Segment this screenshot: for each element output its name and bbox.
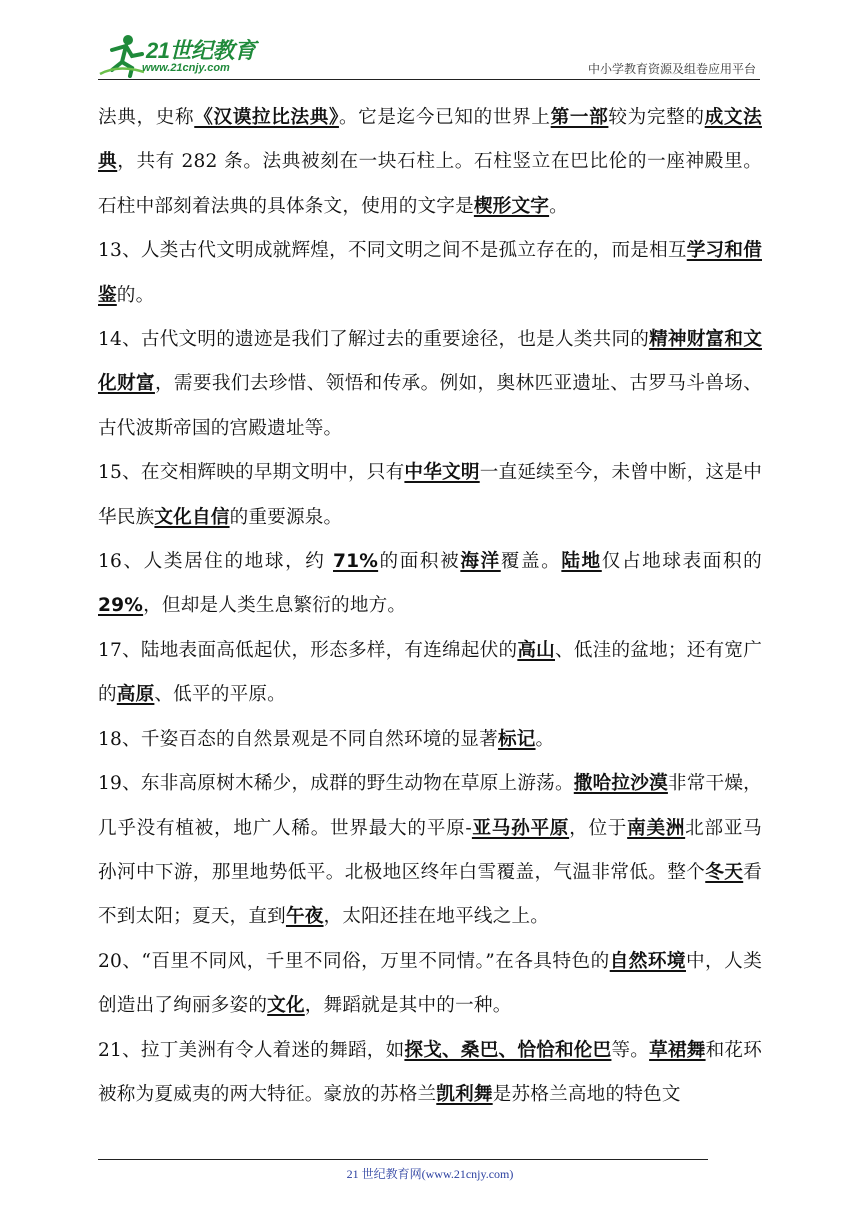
paragraph-text: 的面积被 xyxy=(378,551,461,573)
paragraph-text: 等。 xyxy=(611,1039,650,1061)
paragraph-text: ，需要我们去珍惜、领悟和传承。例如，奥林匹亚遗址、古罗马斗兽场、古代波斯帝国的宫殿遗址等。 xyxy=(98,373,762,439)
key-term: 第一部 xyxy=(550,107,609,128)
paragraph xyxy=(98,718,762,762)
paragraph xyxy=(98,540,762,629)
key-term: 楔形文字 xyxy=(473,195,550,217)
key-term: 凯利舞 xyxy=(436,1083,493,1105)
paragraph-text: 17、陆地表面高低起伏，形态多样，有连绵起伏的 xyxy=(98,639,518,661)
page-header xyxy=(98,30,760,80)
paragraph xyxy=(98,318,762,451)
logo-text: 21世纪教育 xyxy=(146,38,256,63)
paragraph-text: 21、拉丁美洲有令人着迷的舞蹈，如 xyxy=(98,1039,405,1061)
paragraph xyxy=(98,1029,762,1118)
key-term: 南美洲 xyxy=(627,817,686,839)
paragraph-text: 看不到太阳；夏天，直到 xyxy=(98,861,762,928)
site-logo xyxy=(98,34,298,78)
key-term: 撒哈拉沙漠 xyxy=(573,773,668,795)
paragraph-text: 。它是迄今已知的世界上 xyxy=(338,107,551,128)
key-term: 29% xyxy=(98,595,144,617)
paragraph-text: 的重要源泉。 xyxy=(229,506,343,528)
paragraph-text: 仅占地球表面积的 xyxy=(601,551,762,573)
key-term: 精神财富和文化财富 xyxy=(98,329,762,395)
paragraph-text: 非常干燥，几乎没有植被，地广人稀。世界最大的平原- xyxy=(98,773,762,839)
key-term: 成文法典 xyxy=(98,107,762,173)
paragraph xyxy=(98,762,762,940)
paragraph-text: 覆盖。 xyxy=(500,551,562,573)
paragraph-text: 的。 xyxy=(116,284,155,306)
key-term: 草裙舞 xyxy=(649,1039,706,1061)
key-term: 71% xyxy=(333,551,379,573)
paragraph xyxy=(98,229,762,318)
paragraph-text: 。 xyxy=(549,195,568,217)
logo-url: www.21cnjy.com xyxy=(142,62,230,74)
paragraph-text: 15、在交相辉映的早期文明中，只有 xyxy=(98,462,405,484)
paragraph xyxy=(98,629,762,718)
paragraph-text: 较为完整的 xyxy=(608,107,705,128)
paragraph-text: 和花环被称为夏威夷的两大特征。豪放的苏格兰 xyxy=(98,1039,762,1105)
paragraph-text: 是苏格兰高地的特色文 xyxy=(492,1083,681,1105)
key-term: 陆地 xyxy=(561,551,602,573)
header-platform-text: 中小学教育资源及组卷应用平台 xyxy=(587,62,756,76)
paragraph xyxy=(98,96,762,229)
paragraph-text: ，但却是人类生息繁衍的地方。 xyxy=(143,595,407,617)
paragraph-text: 中，人类创造出了绚丽多姿的 xyxy=(98,950,762,1017)
paragraph xyxy=(98,451,762,540)
runner-logo-icon xyxy=(98,34,146,78)
document-body xyxy=(98,96,762,1117)
paragraph-text: 、低洼的盆地；还有宽广的 xyxy=(98,639,763,706)
key-term: 海洋 xyxy=(460,551,501,573)
key-term: 冬天 xyxy=(705,861,744,883)
paragraph-text: ，太阳还挂在地平线之上。 xyxy=(323,906,550,928)
key-term: 探戈、桑巴、恰恰和伦巴 xyxy=(404,1039,612,1061)
paragraph-text: 北部亚马孙河中下游，那里地势低平。北极地区终年白雪覆盖，气温非常低。整个 xyxy=(98,817,762,883)
key-term: 学习和借鉴 xyxy=(98,240,762,306)
key-term: 文化 xyxy=(267,995,305,1017)
key-term: 亚马孙平原 xyxy=(471,817,570,839)
footer-divider xyxy=(98,1159,708,1160)
key-term: 高山 xyxy=(517,639,555,661)
key-term: 午夜 xyxy=(285,906,324,928)
paragraph-text: 法典，史称 xyxy=(98,107,195,128)
paragraph xyxy=(98,940,762,1029)
paragraph-text: 14、古代文明的遗迹是我们了解过去的重要途径，也是人类共同的 xyxy=(98,329,650,351)
paragraph-text: 20、“百里不同风，千里不同俗，万里不同情。”在各具特色的 xyxy=(98,950,610,972)
key-term: 自然环境 xyxy=(609,950,686,972)
paragraph-text: 18、千姿百态的自然景观是不同自然环境的显著 xyxy=(98,728,498,750)
paragraph-text: 16、人类居住的地球，约 xyxy=(98,551,334,573)
header-divider xyxy=(98,79,760,80)
paragraph-text: 、低平的平原。 xyxy=(154,684,286,706)
paragraph-text: 13、人类古代文明成就辉煌，不同文明之间不是孤立存在的，而是相互 xyxy=(98,240,687,262)
key-term: 《汉谟拉比法典》 xyxy=(194,107,339,128)
key-term: 标记 xyxy=(497,728,536,750)
paragraph-text: ，位于 xyxy=(569,817,628,839)
footer-text: 21 世纪教育网(www.21cnjy.com) xyxy=(346,1167,514,1181)
key-term: 文化自信 xyxy=(154,506,230,528)
key-term: 中华文明 xyxy=(404,462,480,484)
paragraph-text: ，共有 282 条。法典被刻在一块石柱上。石柱竖立在巴比伦的一座神殿里。石柱中部刻着法典的具体条文，使用的文字是 xyxy=(98,151,763,217)
paragraph-text: 。 xyxy=(535,728,555,750)
key-term: 高原 xyxy=(116,684,155,706)
paragraph-text: 一直延续至今，未曾中断，这是中华民族 xyxy=(98,462,762,528)
paragraph-text: ，舞蹈就是其中的一种。 xyxy=(304,995,512,1017)
paragraph-text: 19、东非高原树木稀少，成群的野生动物在草原上游荡。 xyxy=(98,773,574,795)
